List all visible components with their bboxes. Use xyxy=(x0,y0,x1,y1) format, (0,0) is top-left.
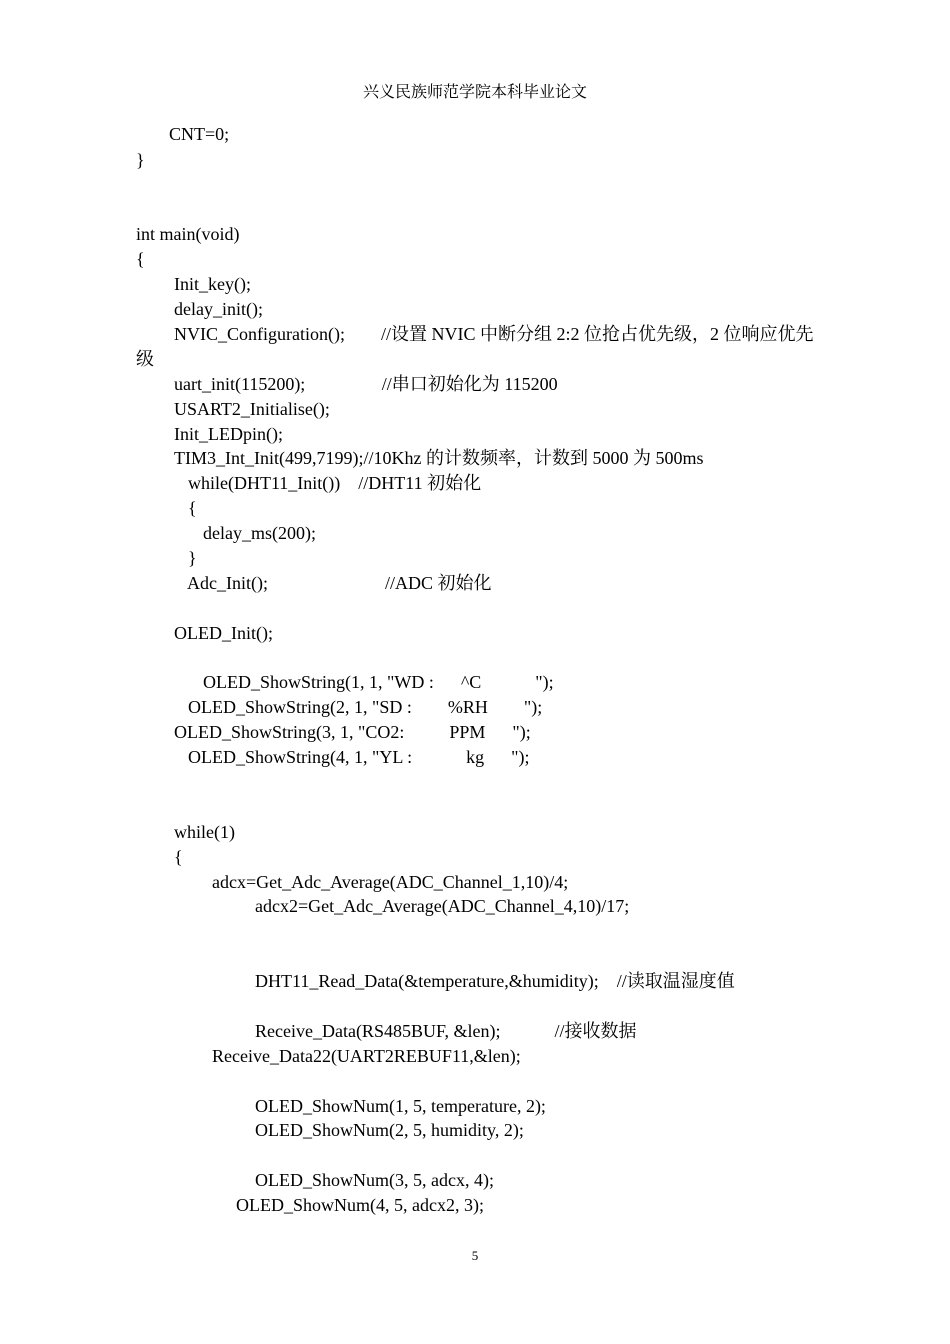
code-line: { xyxy=(174,847,183,867)
code-line: OLED_Init(); xyxy=(174,623,273,643)
code-line: Init_LEDpin(); xyxy=(174,424,283,444)
page-number: 5 xyxy=(471,1248,479,1263)
code-line: CNT=0; xyxy=(169,124,230,144)
code-line: NVIC_Configuration(); //设置 NVIC 中断分组 2:2 位抢占优先级，2 位响应优先 xyxy=(174,324,814,344)
code-line: 级 xyxy=(136,349,154,369)
code-line: int main(void) xyxy=(136,224,240,244)
code-line: } xyxy=(136,150,145,170)
code-line: OLED_ShowNum(3, 5, adcx, 4); xyxy=(255,1170,494,1190)
code-line: OLED_ShowString(1, 1, "WD : ^C "); xyxy=(203,672,554,692)
code-line: OLED_ShowNum(1, 5, temperature, 2); xyxy=(255,1096,546,1116)
code-line: } xyxy=(188,548,197,568)
code-line: OLED_ShowString(3, 1, "CO2: PPM "); xyxy=(174,722,531,742)
code-line: OLED_ShowNum(2, 5, humidity, 2); xyxy=(255,1120,524,1140)
code-line: delay_ms(200); xyxy=(203,523,316,543)
running-header: 兴义民族师范学院本科毕业论文 xyxy=(362,82,587,101)
code-line: Receive_Data22(UART2REBUF11,&len); xyxy=(212,1046,521,1066)
code-line: OLED_ShowString(2, 1, "SD : %RH "); xyxy=(188,697,543,717)
code-line: DHT11_Read_Data(&temperature,&humidity); //读取温湿度值 xyxy=(255,971,735,991)
code-line: delay_init(); xyxy=(174,299,263,319)
code-line: while(DHT11_Init()) //DHT11 初始化 xyxy=(188,473,482,493)
code-line: { xyxy=(188,498,197,518)
code-line: { xyxy=(136,249,145,269)
code-line: adcx=Get_Adc_Average(ADC_Channel_1,10)/4; xyxy=(212,872,569,892)
code-line: Init_key(); xyxy=(174,274,251,294)
code-line: Adc_Init(); //ADC 初始化 xyxy=(187,573,492,593)
code-line: OLED_ShowNum(4, 5, adcx2, 3); xyxy=(236,1195,484,1215)
code-line: uart_init(115200); //串口初始化为 115200 xyxy=(174,374,558,394)
code-line: USART2_Initialise(); xyxy=(174,399,330,419)
code-line: Receive_Data(RS485BUF, &len); //接收数据 xyxy=(255,1021,637,1041)
code-line: TIM3_Int_Init(499,7199);//10Khz 的计数频率，计数到 5000 为 500ms xyxy=(174,448,704,468)
code-line: while(1) xyxy=(174,822,235,842)
code-line: OLED_ShowString(4, 1, "YL : kg "); xyxy=(188,747,530,767)
code-line: adcx2=Get_Adc_Average(ADC_Channel_4,10)/17; xyxy=(255,896,630,916)
